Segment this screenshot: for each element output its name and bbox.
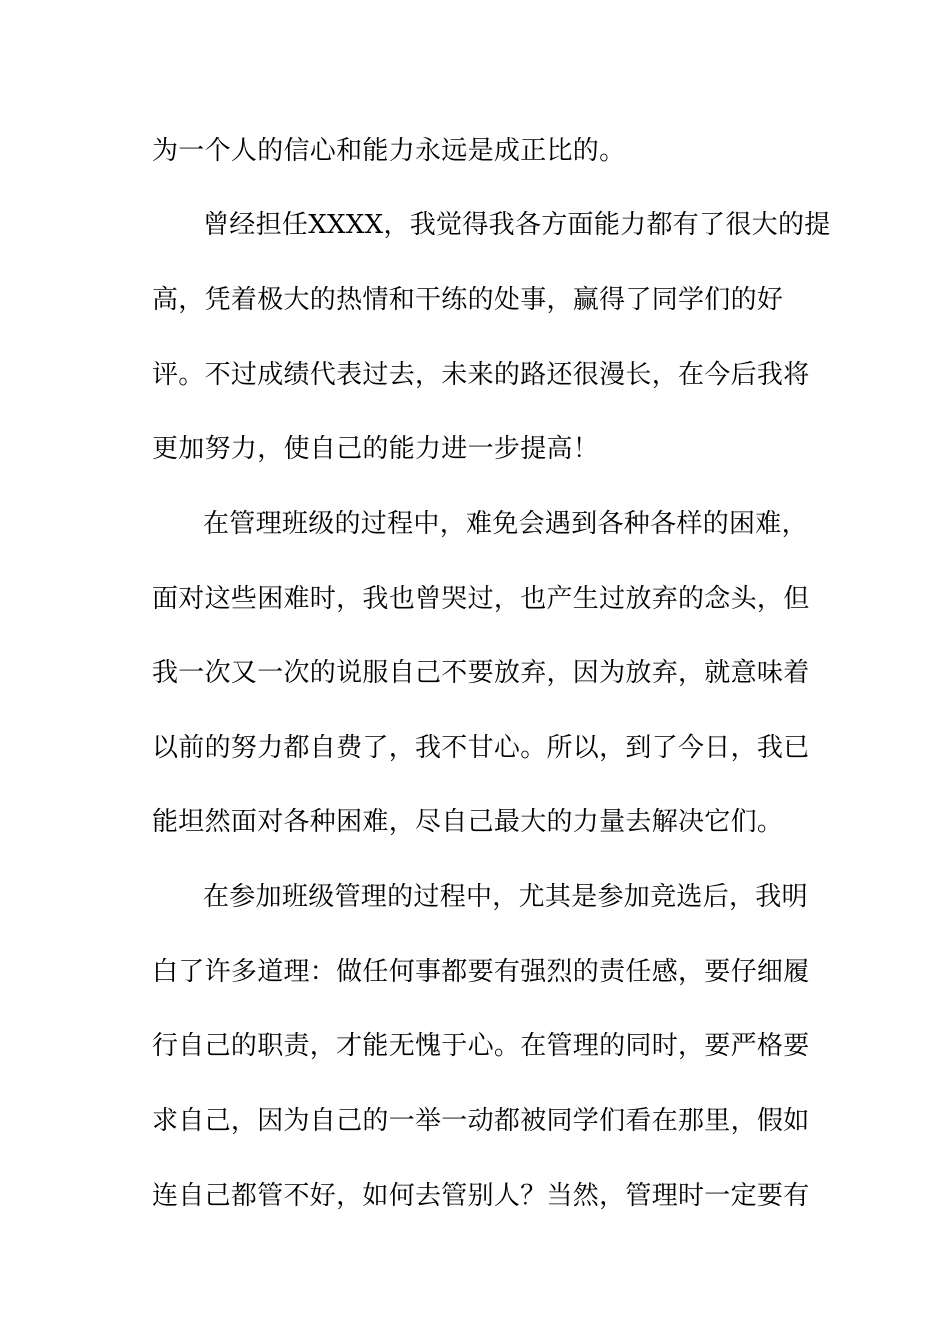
paragraph-first-line: 在参加班级管理的过程中，尤其是参加竞选后，我明 xyxy=(203,882,808,912)
text-line: 为一个人的信心和能力永远是成正比的。 xyxy=(152,136,626,166)
text-line: 评。不过成绩代表过去，未来的路还很漫长，在今后我将 xyxy=(152,360,810,390)
text-line: 能坦然面对各种困难，尽自己最大的力量去解决它们。 xyxy=(152,807,784,837)
text-line: 更加努力，使自己的能力进一步提高！ xyxy=(152,434,600,464)
text-line: 以前的努力都自费了，我不甘心。所以，到了今日，我已 xyxy=(152,733,810,763)
text-line: 求自己，因为自己的一举一动都被同学们看在那里，假如 xyxy=(152,1106,810,1136)
text-line: 我一次又一次的说服自己不要放弃，因为放弃，就意味着 xyxy=(152,658,810,688)
text-line: 面对这些困难时，我也曾哭过，也产生过放弃的念头，但 xyxy=(152,584,810,614)
text-line: 连自己都管不好，如何去管别人？当然，管理时一定要有 xyxy=(152,1181,810,1211)
paragraph-first-line: 在管理班级的过程中，难免会遇到各种各样的困难， xyxy=(203,509,808,539)
text-line: 行自己的职责，才能无愧于心。在管理的同时，要严格要 xyxy=(152,1031,810,1061)
text-line: 白了许多道理：做任何事都要有强烈的责任感，要仔细履 xyxy=(152,957,810,987)
text-line: 高，凭着极大的热情和干练的处事，赢得了同学们的好 xyxy=(152,285,784,315)
paragraph-first-line: 曾经担任XXXX，我觉得我各方面能力都有了很大的提 xyxy=(203,210,831,240)
